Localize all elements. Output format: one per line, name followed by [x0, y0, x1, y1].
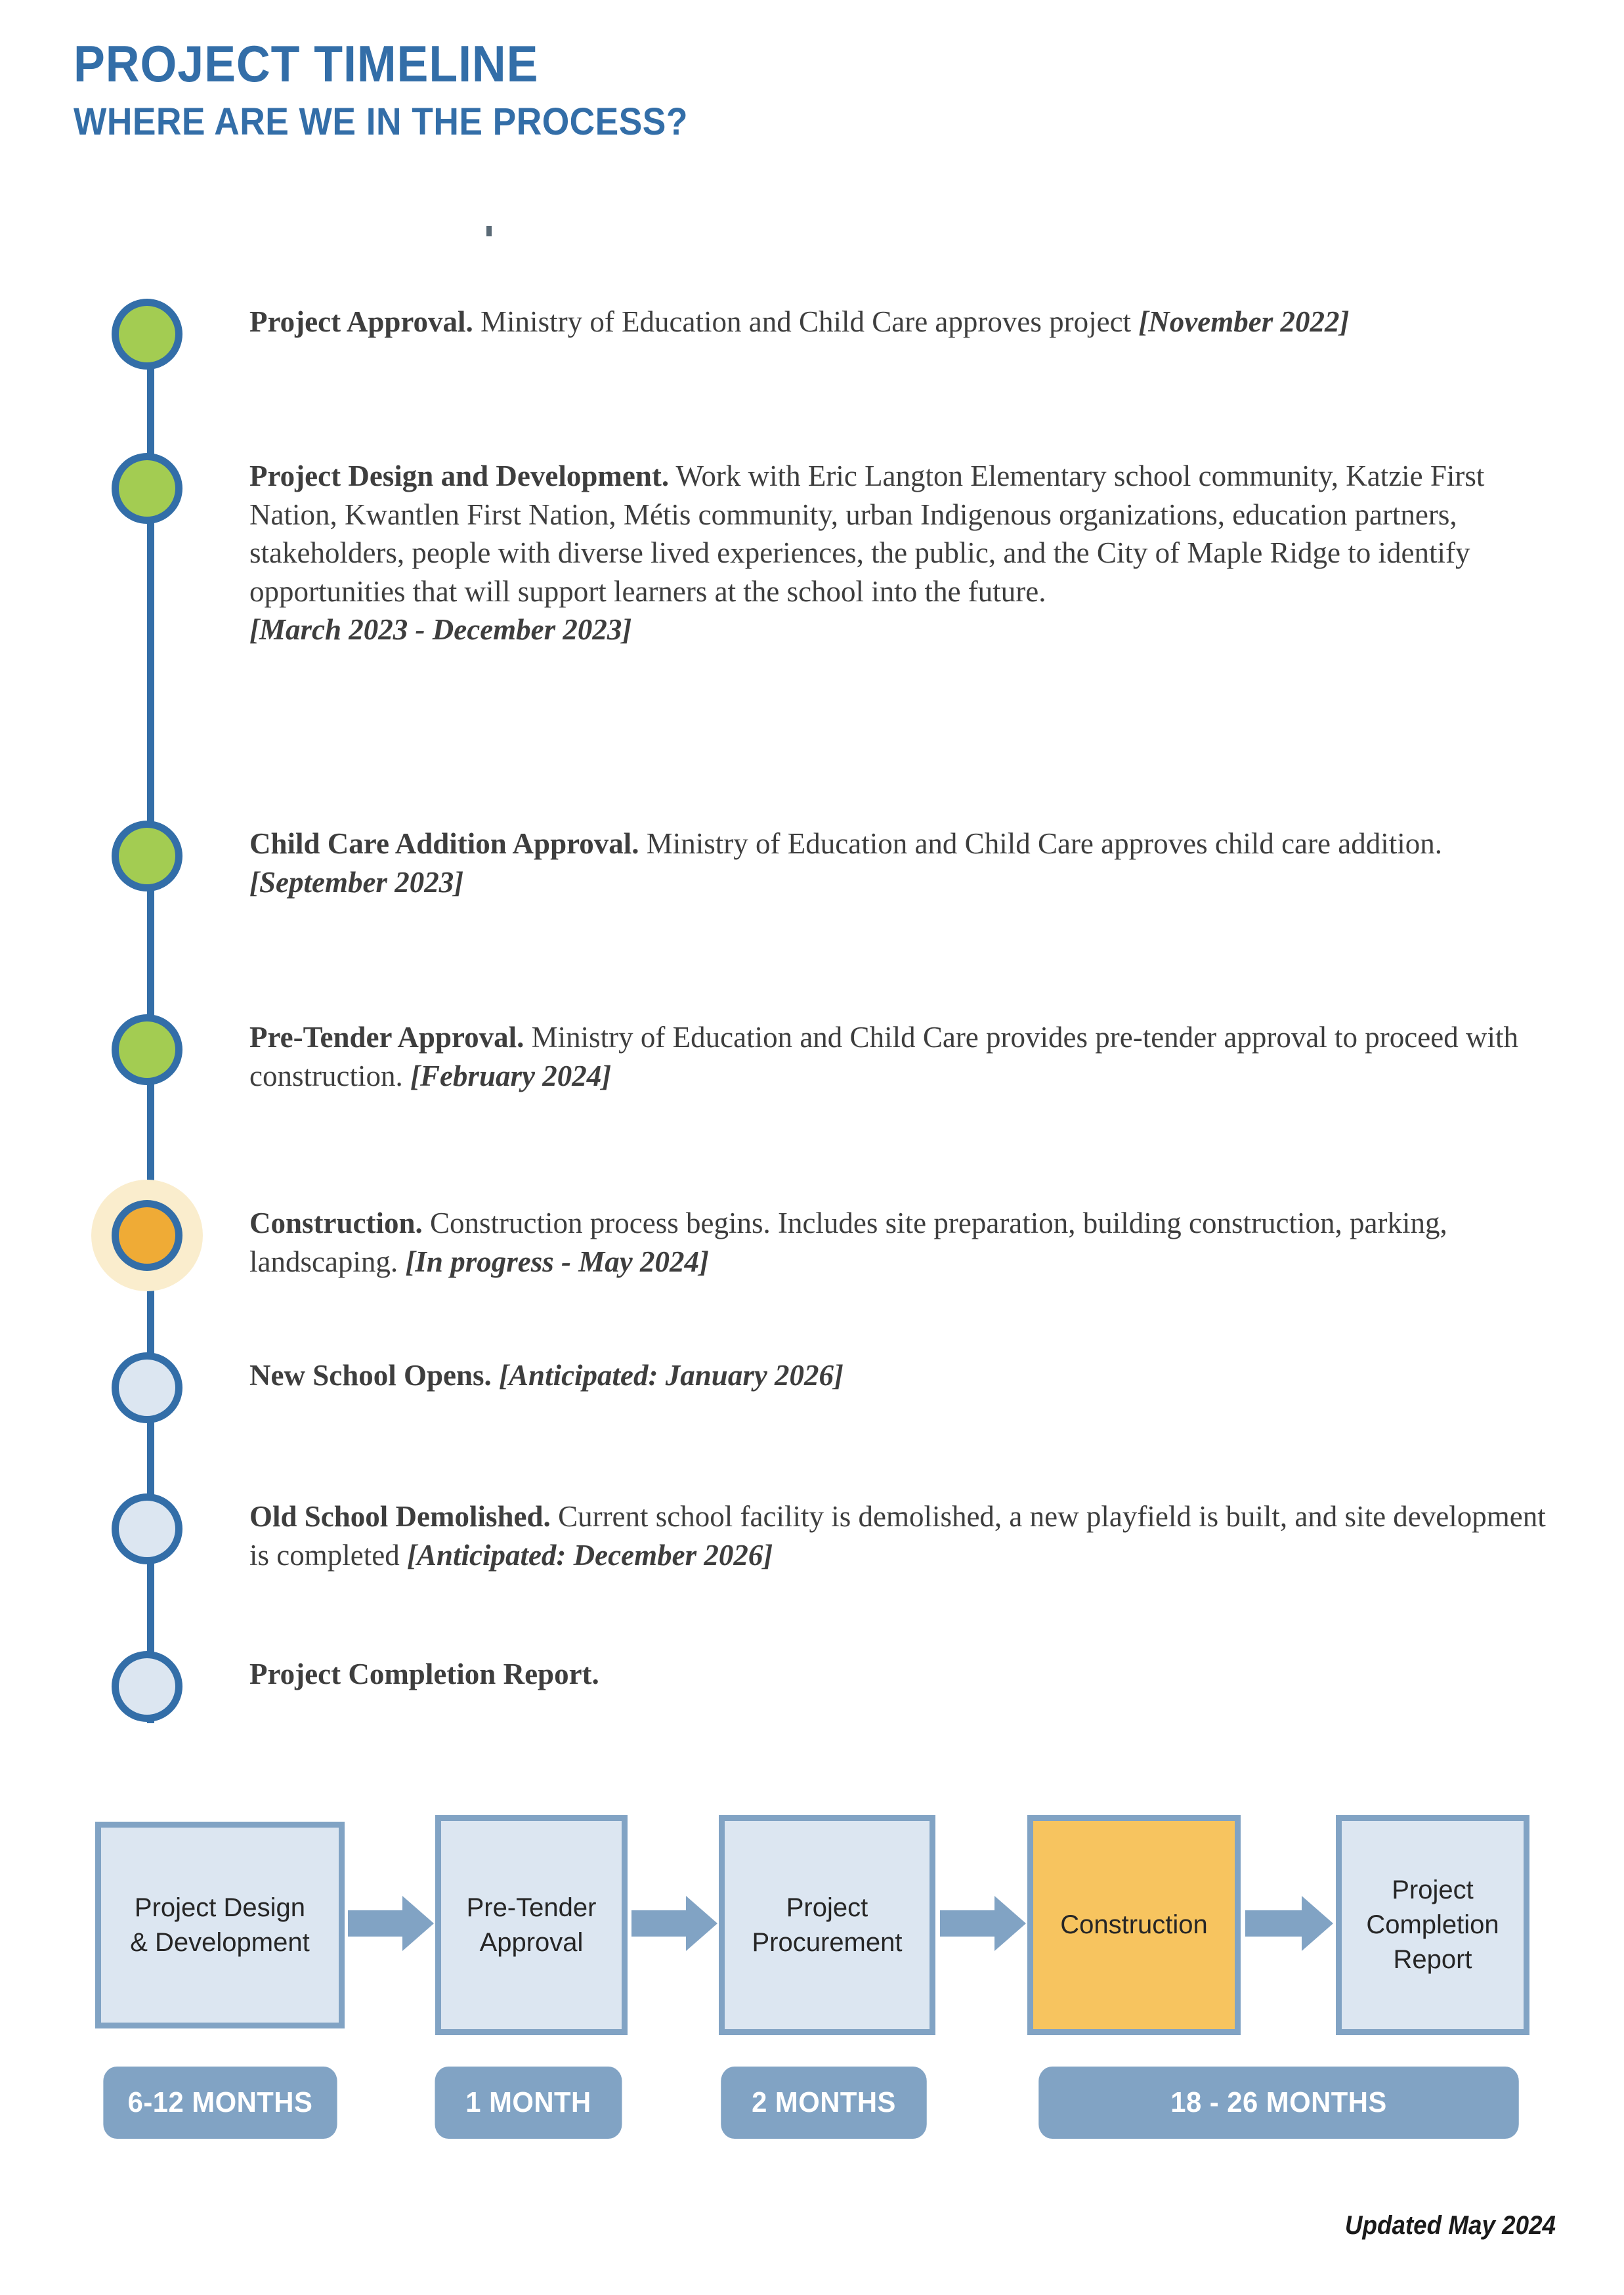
timeline-item-title: Child Care Addition Approval. [249, 827, 639, 860]
timeline-item-date: [September 2023] [249, 865, 464, 899]
timeline-item-body: Construction process begins. Includes site preparation, building construction, parking, landscaping. [249, 1207, 1447, 1278]
duration-label: 1 MONTH [465, 2086, 591, 2118]
timeline-item-body: Work with Eric Langton Elementary school community, Katzie First Nation, Kwantlen First Nation, Métis community, urban Indigenous organizations, education partners, stakeholders, people with diverse lived experiences, the public, and the City of Maple Ridge to identify opportunities that will support learners at the school into the future. [249, 460, 1485, 608]
duration-pill [1038, 2067, 1519, 2139]
timeline-marker-complete [112, 299, 182, 370]
timeline-item-title: Project Approval. [249, 305, 473, 338]
timeline-item-body: Ministry of Education and Child Care provides pre-tender approval to proceed with construction. [249, 1021, 1518, 1092]
timeline-marker-complete [112, 453, 182, 524]
flow-step-label: Project Design & Development [130, 1893, 310, 1957]
timeline-item-title: Construction. [249, 1207, 423, 1239]
timeline-item-date: [Anticipated: December 2026] [406, 1538, 773, 1572]
timeline-marker-future [112, 1651, 182, 1722]
flow-step-label: Project Completion Report [1366, 1876, 1499, 1974]
flow-step-label: Pre-Tender Approval [466, 1893, 597, 1957]
flow-step-box[interactable] [95, 1822, 345, 2028]
timeline-item-date: [March 2023 - December 2023] [249, 613, 632, 646]
duration-label: 6-12 MONTHS [127, 2086, 313, 2118]
timeline-item-title: Project Design and Development. [249, 460, 670, 492]
timeline-item-title: Old School Demolished. [249, 1500, 551, 1533]
timeline-item-date: [In progress - May 2024] [405, 1245, 709, 1278]
duration-pill [721, 2067, 927, 2139]
duration-label: 2 MONTHS [752, 2086, 896, 2118]
page-title: PROJECT TIMELINE [74, 35, 539, 93]
duration-pill [435, 2067, 622, 2139]
timeline-item-body: Ministry of Education and Child Care approves project [473, 305, 1139, 338]
page-subtitle: WHERE ARE WE IN THE PROCESS? [74, 100, 688, 143]
flow-step-label: Project Procurement [752, 1893, 903, 1957]
duration-pill [103, 2067, 337, 2139]
timeline-item-body: Current school facility is demolished, a new playfield is built, and site development is completed [249, 1500, 1546, 1572]
flow-step-box[interactable] [1336, 1815, 1529, 2035]
timeline-item-title: New School Opens. [249, 1359, 492, 1392]
timeline-item-body: Ministry of Education and Child Care approves child care addition. [639, 827, 1442, 860]
updated-date: Updated May 2024 [1344, 2211, 1556, 2240]
timeline-item-date: [November 2022] [1138, 305, 1350, 338]
flow-step-box-construction[interactable] [1027, 1815, 1241, 2035]
flow-step-box[interactable] [435, 1815, 628, 2035]
timeline-marker-in-progress [112, 1200, 182, 1271]
timeline-marker-complete [112, 1014, 182, 1085]
flow-step-box[interactable] [719, 1815, 935, 2035]
timeline-marker-future [112, 1493, 182, 1564]
timeline-marker-complete [112, 821, 182, 891]
duration-label: 18 - 26 MONTHS [1170, 2086, 1387, 2118]
timeline-item-title: Project Completion Report. [249, 1658, 599, 1690]
timeline-item-date: [Anticipated: January 2026] [499, 1359, 844, 1392]
timeline-item-title: Pre-Tender Approval. [249, 1021, 524, 1054]
timeline-item-date: [February 2024] [410, 1059, 612, 1092]
timeline-marker-future [112, 1352, 182, 1423]
flow-step-label: Construction [1060, 1910, 1208, 1940]
